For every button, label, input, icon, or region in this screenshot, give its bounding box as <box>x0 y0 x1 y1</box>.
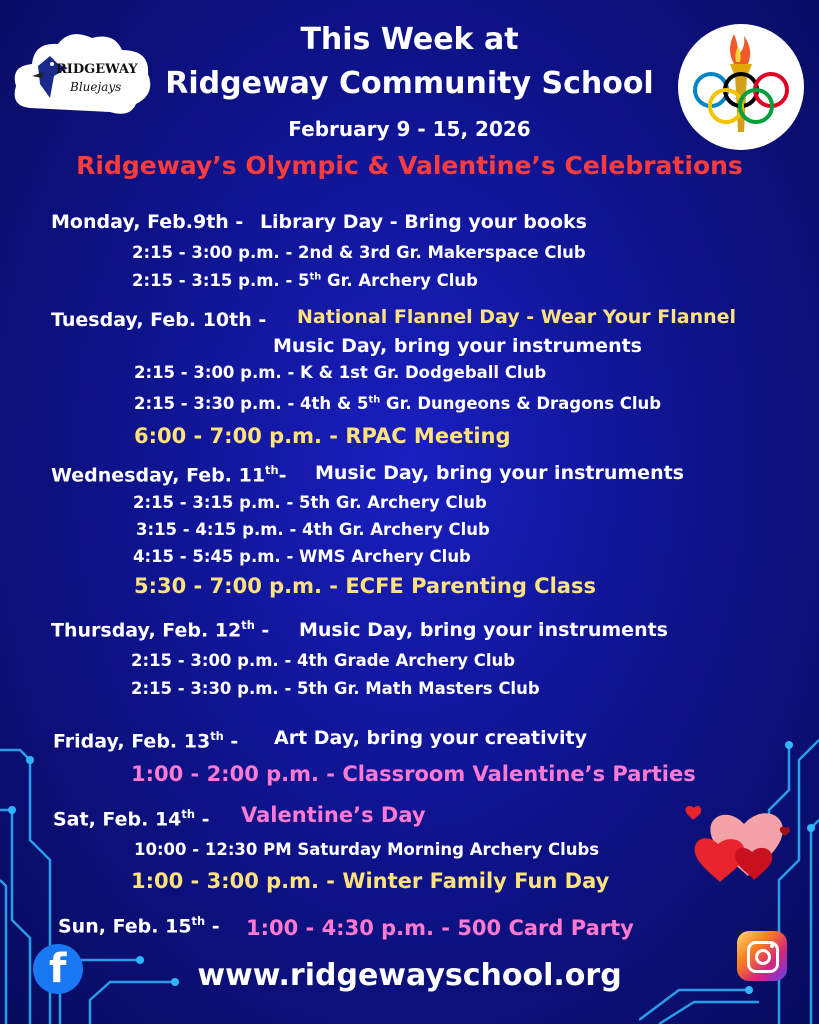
monday-event-2: 2:15 - 3:15 p.m. - 5th Gr. Archery Club <box>132 271 478 290</box>
friday-event-1: 1:00 - 2:00 p.m. - Classroom Valentine’s Parties <box>131 762 696 786</box>
wednesday-event-4: 5:30 - 7:00 p.m. - ECFE Parenting Class <box>134 574 596 598</box>
tuesday-event-1: 2:15 - 3:00 p.m. - K & 1st Gr. Dodgeball Club <box>134 363 547 382</box>
tuesday-theme-2: Music Day, bring your instruments <box>273 335 642 357</box>
facebook-icon[interactable]: f <box>33 944 83 994</box>
friday-theme: Art Day, bring your creativity <box>274 727 587 749</box>
celebration-subtitle: Ridgeway’s Olympic & Valentine’s Celebrations <box>76 151 743 180</box>
sunday-day: Sun, Feb. 15th - <box>58 914 220 938</box>
wednesday-day: Wednesday, Feb. 11th- <box>51 463 287 487</box>
thursday-event-2: 2:15 - 3:30 p.m. - 5th Gr. Math Masters Club <box>131 679 540 698</box>
monday-event-1: 2:15 - 3:00 p.m. - 2nd & 3rd Gr. Makerspace Club <box>132 243 586 262</box>
monday-theme: Library Day - Bring your books <box>259 211 587 233</box>
monday-day: Monday, Feb.9th - <box>51 211 244 233</box>
friday-day: Friday, Feb. 13th - <box>53 729 239 753</box>
logo-name: RIDGEWAY <box>56 62 138 77</box>
thursday-event-1: 2:15 - 3:00 p.m. - 4th Grade Archery Club <box>131 651 516 670</box>
week-dates: February 9 - 15, 2026 <box>288 117 531 141</box>
title-line-2: Ridgeway Community School <box>165 66 654 101</box>
tuesday-event-2: 2:15 - 3:30 p.m. - 4th & 5th Gr. Dungeons & Dragons Club <box>134 394 662 413</box>
wednesday-event-1: 2:15 - 3:15 p.m. - 5th Gr. Archery Club <box>133 493 487 512</box>
monday-heading <box>51 211 587 233</box>
saturday-day: Sat, Feb. 14th - <box>53 807 210 831</box>
thursday-theme: Music Day, bring your instruments <box>299 619 668 641</box>
wednesday-event-3: 4:15 - 5:45 p.m. - WMS Archery Club <box>133 547 471 566</box>
logo-mascot: Bluejays <box>70 80 122 94</box>
tuesday-event-3: 6:00 - 7:00 p.m. - RPAC Meeting <box>134 424 511 448</box>
title-line-1: This Week at <box>300 22 519 57</box>
saturday-theme: Valentine’s Day <box>241 803 426 827</box>
website-link[interactable]: www.ridgewayschool.org <box>197 958 622 993</box>
wednesday-event-2: 3:15 - 4:15 p.m. - 4th Gr. Archery Club <box>136 520 490 539</box>
hearts-decoration <box>682 786 802 886</box>
tuesday-day: Tuesday, Feb. 10th - <box>51 309 267 331</box>
instagram-icon[interactable] <box>737 931 787 981</box>
sunday-event-1: 1:00 - 4:30 p.m. - 500 Card Party <box>246 916 634 940</box>
saturday-event-2: 1:00 - 3:00 p.m. - Winter Family Fun Day <box>131 869 610 893</box>
thursday-day: Thursday, Feb. 12th - <box>51 618 270 642</box>
tuesday-theme-1: National Flannel Day - Wear Your Flannel <box>297 306 737 328</box>
wednesday-theme: Music Day, bring your instruments <box>315 462 684 484</box>
saturday-event-1: 10:00 - 12:30 PM Saturday Morning Archery Clubs <box>134 840 600 859</box>
